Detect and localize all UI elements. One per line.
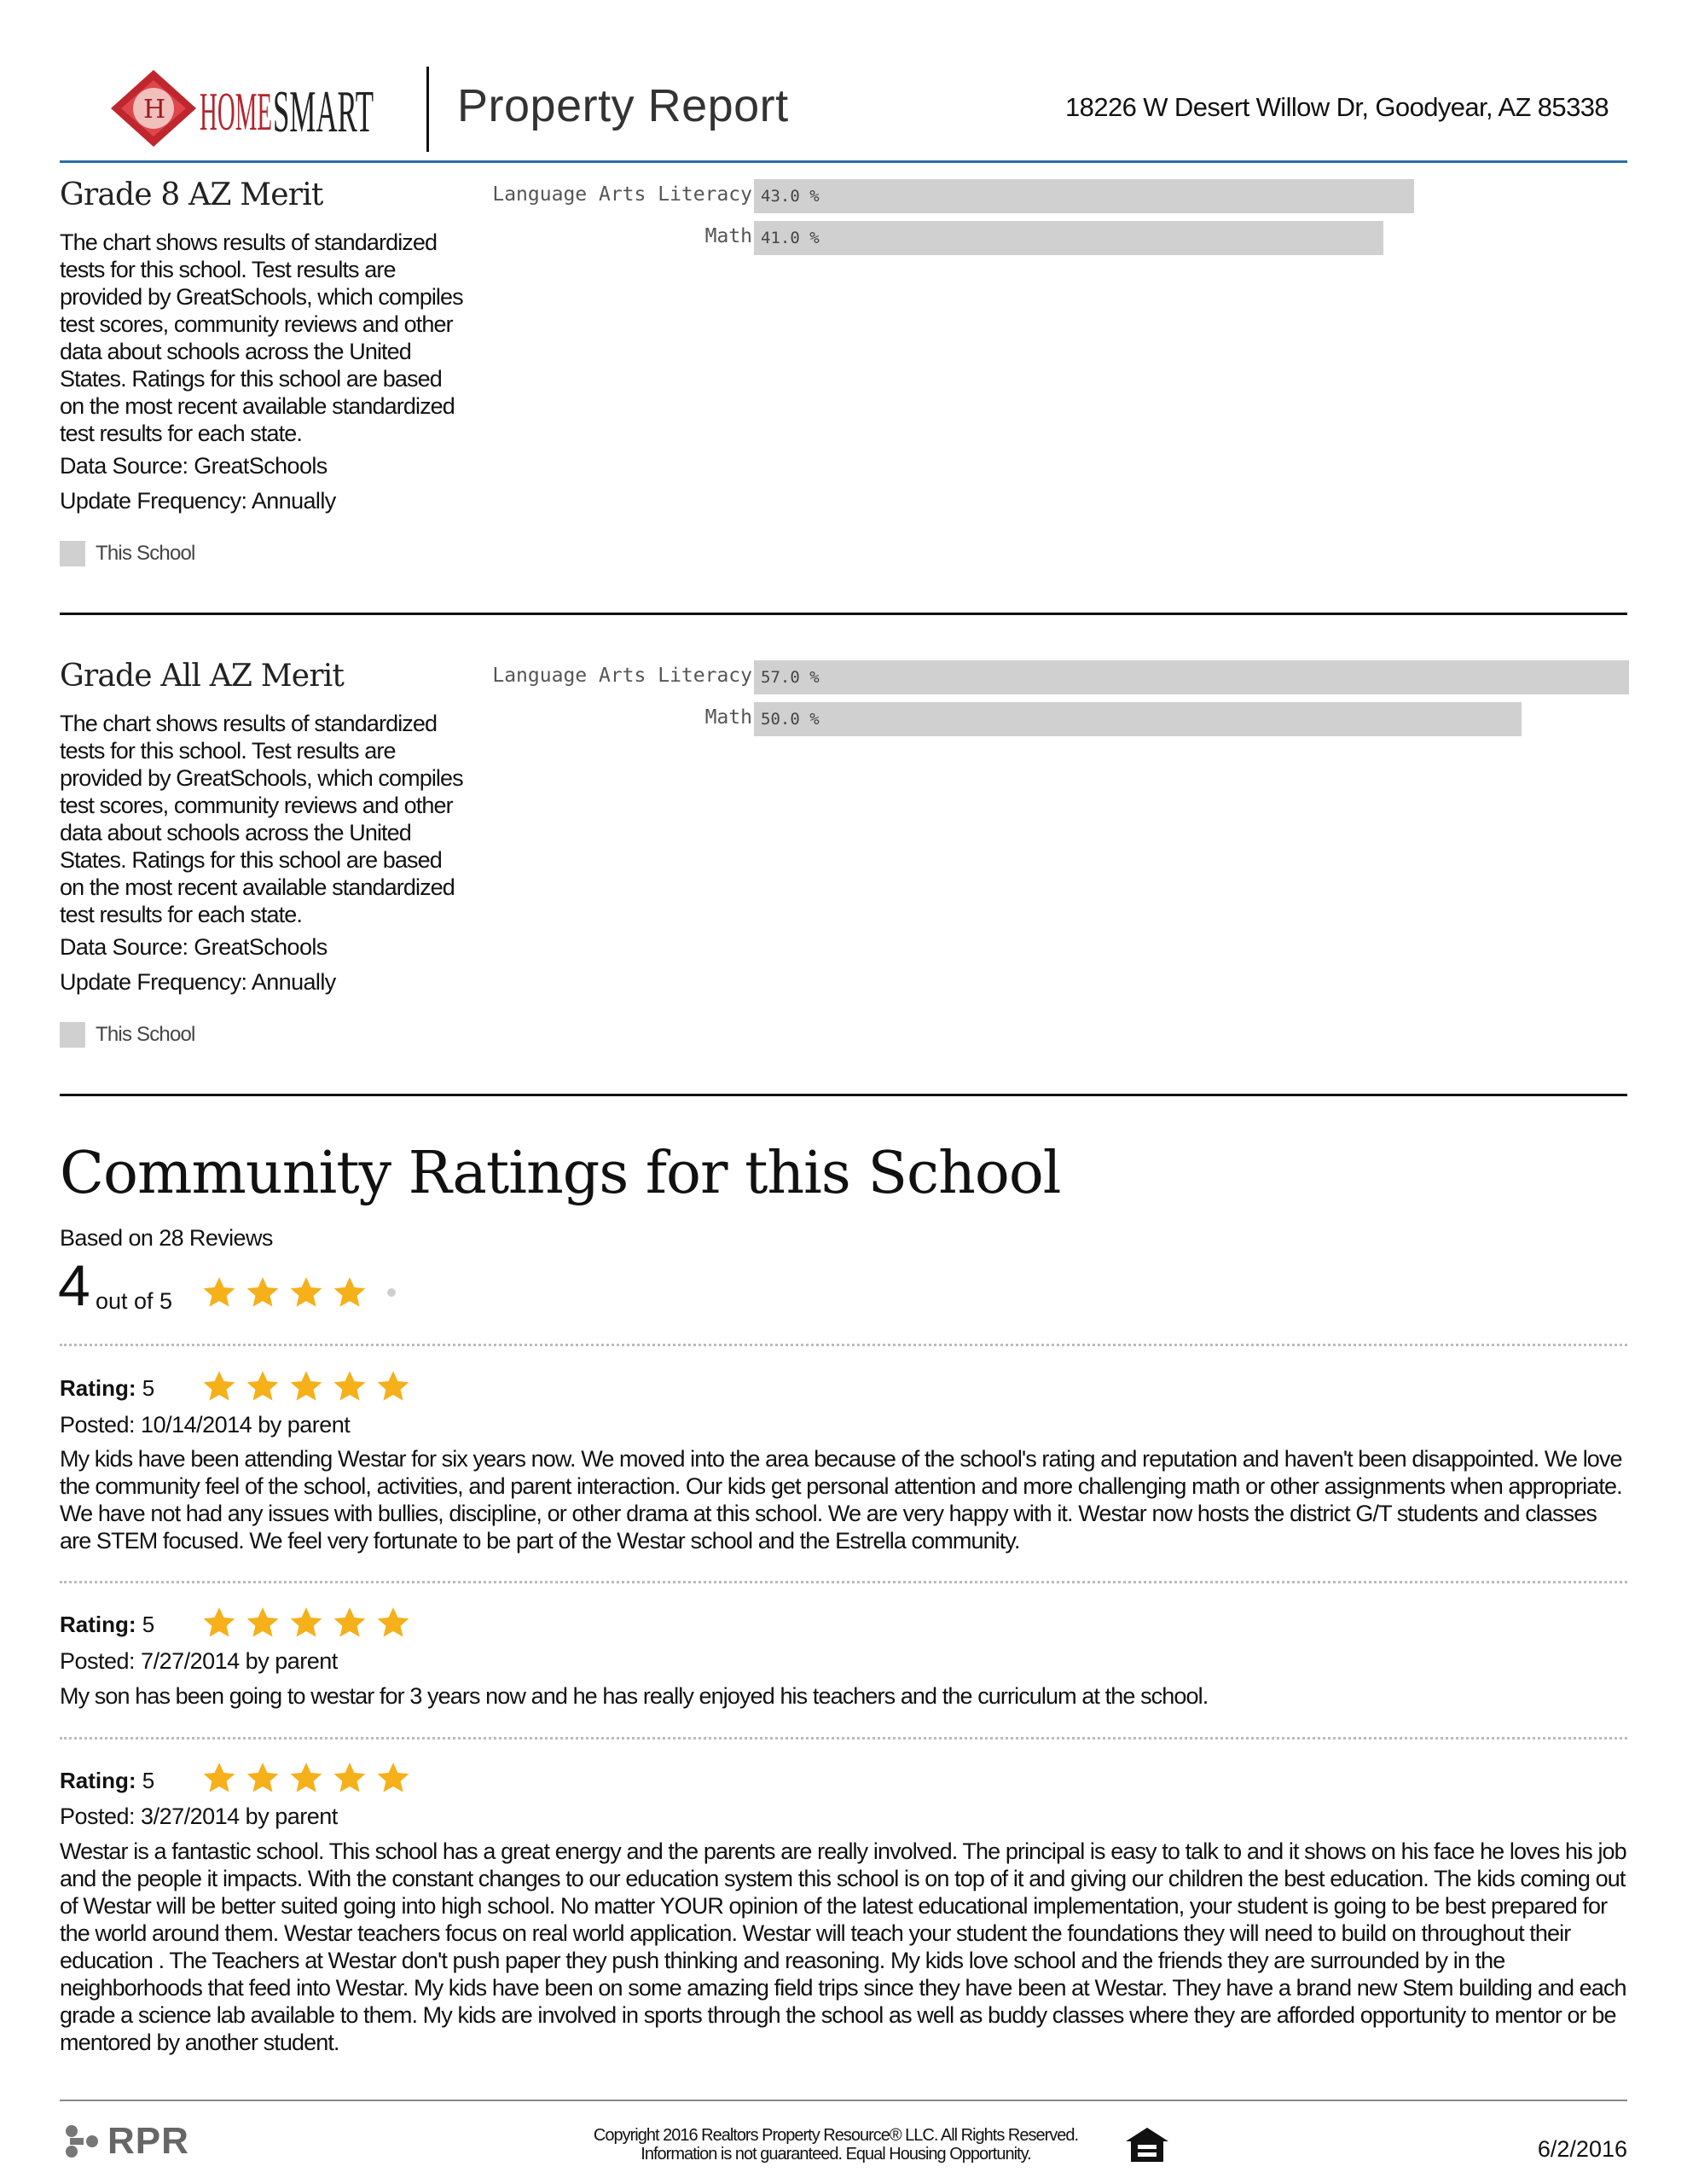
- overall-score-suffix: out of 5: [96, 1288, 173, 1314]
- rating-value: 5: [142, 1612, 155, 1637]
- copyright: [478, 2126, 1194, 2164]
- rating-value: 5: [142, 1768, 155, 1793]
- data-source: Data Source: GreatSchools: [60, 934, 328, 960]
- overall-score: 4: [58, 1253, 90, 1318]
- star-icon: [201, 1368, 237, 1404]
- bar-chart-grade-8: [461, 177, 1629, 271]
- homesmart-logo: [104, 61, 386, 155]
- svg-text:HOME: HOME: [200, 81, 272, 142]
- section-description: The chart shows results of standardized tests for this school. Test results are provided by GreatSchools, which compiles test scores, community reviews and other data about schools across the United States. Ratings for this school are based on the most recent available standardized test results for each state.: [60, 229, 463, 446]
- chart-bar: [754, 660, 1629, 694]
- star-icon: [201, 1760, 237, 1796]
- overall-star-rating: [201, 1275, 396, 1310]
- property-address: 18226 W Desert Willow Dr, Goodyear, AZ 85338: [1065, 92, 1609, 122]
- section-description: The chart shows results of standardized tests for this school. Test results are provided by GreatSchools, which compiles test scores, community reviews and other data about schools across the United States. Ratings for this school are based on the most recent available standardized test results for each state.: [60, 711, 463, 927]
- star-icon: [288, 1605, 324, 1641]
- star-icon: [245, 1368, 281, 1404]
- rating-value: 5: [142, 1375, 155, 1401]
- star-empty-icon: [387, 1288, 396, 1297]
- star-icon: [245, 1605, 281, 1641]
- legend-swatch: [60, 541, 85, 566]
- star-icon: [288, 1760, 324, 1796]
- chart-value-label: 43.0 %: [761, 187, 820, 206]
- rating-label: Rating:: [60, 1612, 136, 1637]
- star-icon: [288, 1368, 324, 1404]
- star-icon: [288, 1275, 324, 1310]
- review-posted: Posted: 7/27/2014 by parent: [60, 1648, 338, 1674]
- section-title-grade-8: Grade 8 AZ Merit: [60, 177, 323, 212]
- chart-category-label: Language Arts Literacy: [492, 183, 752, 206]
- chart-value-label: 57.0 %: [761, 668, 820, 687]
- legend-label: This School: [96, 542, 195, 565]
- update-frequency: Update Frequency: Annually: [60, 488, 336, 514]
- reviews-count: Based on 28 Reviews: [60, 1225, 273, 1251]
- copyright-line: Copyright 2016 Realtors Property Resource® LLC. All Rights Reserved.: [593, 2126, 1079, 2145]
- copyright-line: Information is not guaranteed. Equal Housing Opportunity.: [641, 2145, 1031, 2164]
- legend-label: This School: [96, 1023, 195, 1046]
- star-icon: [201, 1605, 237, 1641]
- chart-legend: [60, 1022, 195, 1048]
- chart-legend: [60, 541, 195, 566]
- review-text: Westar is a fantastic school. This school has a great energy and the parents are really involved. The principal is easy to talk to and it shows on his face he loves his job and the people it impacts. With the constant changes to our education system this school is on top of it and giving our children the best education. The kids coming out of Westar will be better suited going into high school. No matter YOUR opinion of the latest educational implementation, your student is going to be best prepared for the world around them. Westar teachers focus on real world application. Westar will teach your student the foundations they will need to build on throughout their education . The Teachers at Westar don't push paper they push thinking and reasoning. My kids love school and the friends they are surrounded by in the neighborhoods that feed into Westar. My kids have been on some amazing field trips since they have been at Westar. They have a brand new Stem building and each grade a science lab available to them. My kids are involved in sports through the school as well as buddy classes where they are afforded opportunity to mentor or be mentored by another student.: [60, 1838, 1626, 2055]
- footer-rule: [60, 2100, 1627, 2101]
- star-icon: [332, 1760, 368, 1796]
- review-posted: Posted: 10/14/2014 by parent: [60, 1412, 351, 1438]
- community-ratings-title: Community Ratings for this School: [60, 1140, 1061, 1207]
- review-divider: [60, 1344, 1627, 1346]
- review-divider: [60, 1581, 1627, 1583]
- review-text: My son has been going to westar for 3 years now and he has really enjoyed his teachers and the curriculum at the school.: [60, 1683, 1209, 1709]
- section-divider: [60, 1094, 1627, 1096]
- review-star-rating: [201, 1605, 419, 1641]
- chart-value-label: 50.0 %: [761, 710, 820, 729]
- report-title: Property Report: [457, 80, 789, 131]
- review-posted: Posted: 3/27/2014 by parent: [60, 1804, 338, 1829]
- chart-category-label: Language Arts Literacy: [492, 665, 752, 687]
- star-icon: [375, 1368, 411, 1404]
- bar-chart-grade-all: [461, 659, 1629, 752]
- rating-label: Rating:: [60, 1375, 136, 1401]
- review-divider: [60, 1737, 1627, 1740]
- update-frequency: Update Frequency: Annually: [60, 969, 336, 995]
- section-divider: [60, 613, 1627, 615]
- review-text: My kids have been attending Westar for six years now. We moved into the area because of the school's rating and reputation and haven't been disappointed. We love the community feel of the school, activities, and parent interaction. Our kids get personal attention and more challenging math or other assignments when appropriate. We have not had any issues with bullies, discipline, or other drama at this school. We are very happy with it. Westar now hosts the district G/T students and classes are STEM focused. We feel very fortunate to be part of the Westar school and the Estrella community.: [60, 1446, 1622, 1554]
- star-icon: [245, 1275, 281, 1310]
- chart-category-label: Math: [704, 706, 752, 729]
- rpr-mark-icon: [61, 2121, 102, 2162]
- rating-label: Rating:: [60, 1768, 136, 1793]
- review-star-rating: [201, 1760, 419, 1796]
- star-icon: [332, 1368, 368, 1404]
- star-icon: [201, 1275, 237, 1310]
- legend-swatch: [60, 1022, 85, 1048]
- chart-value-label: 41.0 %: [761, 229, 820, 247]
- star-icon: [332, 1275, 368, 1310]
- review-rating: [60, 1612, 154, 1638]
- chart-bar: [754, 221, 1383, 255]
- chart-category-label: Math: [704, 225, 752, 247]
- svg-text:H: H: [143, 95, 166, 125]
- section-title-grade-all: Grade All AZ Merit: [60, 659, 345, 694]
- review-rating: [60, 1768, 154, 1794]
- rpr-logo: [61, 2120, 189, 2163]
- chart-bar: [754, 179, 1414, 213]
- review-rating: [60, 1375, 154, 1402]
- star-icon: [375, 1605, 411, 1641]
- review-star-rating: [201, 1368, 419, 1404]
- data-source: Data Source: GreatSchools: [60, 453, 328, 479]
- report-date: 6/2/2016: [1537, 2136, 1627, 2162]
- header-rule: [60, 160, 1627, 163]
- star-icon: [332, 1605, 368, 1641]
- equal-housing-icon: [1124, 2126, 1170, 2164]
- star-icon: [375, 1760, 411, 1796]
- header-divider: [426, 67, 429, 152]
- rpr-wordmark: RPR: [107, 2120, 189, 2162]
- svg-text:SMART: SMART: [273, 79, 374, 145]
- chart-bar: [754, 702, 1522, 736]
- star-icon: [245, 1760, 281, 1796]
